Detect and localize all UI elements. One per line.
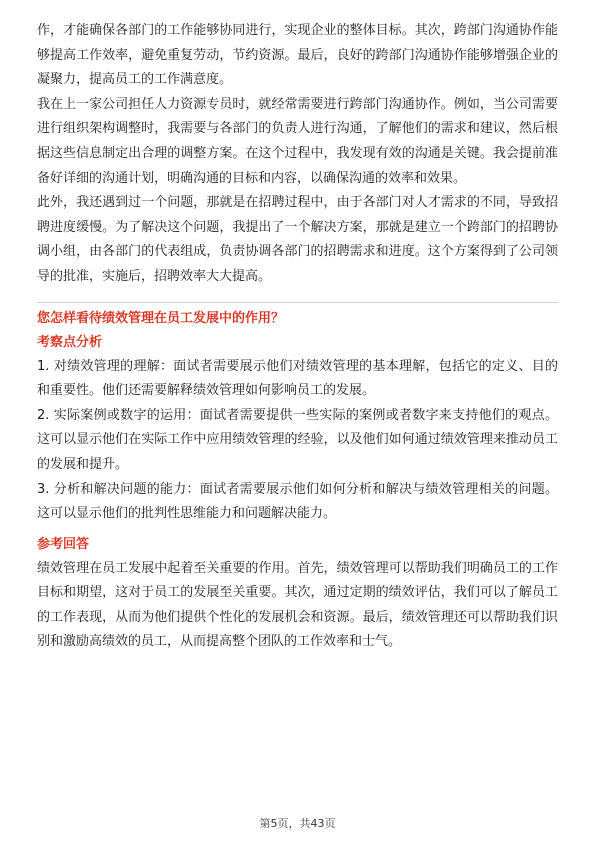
- section-divider: [37, 302, 558, 303]
- answer-paragraph: 绩效管理在员工发展中起着至关重要的作用。首先，绩效管理可以帮助我们明确员工的工作目标和期望，这对于员工的发展至关重要。其次，通过定期的绩效评估，我们可以了解员工的工作表现，从而为他们提供个性化的发展机会和资源。最后，绩效管理还可以帮助我们识别和激励高绩效的员工，从而提高整个团队的工作效率和士气。: [37, 560, 558, 650]
- analysis-title: 考察点分析: [37, 334, 103, 350]
- document-page: [37, 19, 558, 655]
- answer-title: 参考回答: [37, 536, 90, 552]
- analysis-item: 3. 分析和解决问题的能力：面试者需要展示他们如何分析和解决与绩效管理相关的问题。这可以显示他们的批判性思维能力和问题解决能力。: [37, 481, 558, 522]
- question-heading: 您怎样看待绩效管理在员工发展中的作用？: [37, 310, 285, 326]
- paragraph: 此外，我还遇到过一个问题，那就是在招聘过程中，由于各部门对人才需求的不同，导致招聘进度缓慢。为了解决这个问题，我提出了一个解决方案，那就是建立一个跨部门的招聘协调小组，由各部门的代表组成，负责协调各部门的招聘需求和进度。这个方案得到了公司领导的批准，实施后，招聘效率大大提高。: [37, 195, 558, 284]
- analysis-item: 1. 对绩效管理的理解：面试者需要展示他们对绩效管理的基本理解，包括它的定义、目的和重要性。他们还需要解释绩效管理如何影响员工的发展。: [37, 358, 558, 399]
- page-number-footer: 第5页，共43页: [259, 817, 336, 830]
- paragraph: 我在上一家公司担任人力资源专员时，就经常需要进行跨部门沟通协作。例如，当公司需要进行组织架构调整时，我需要与各部门的负责人进行沟通，了解他们的需求和建议，然后根据这些信息制定出合理的调整方案。在这个过程中，我发现有效的沟通是关键。我会提前准备好详细的沟通计划，明确沟通的目标和内容，以确保沟通的效率和效果。: [37, 96, 558, 186]
- analysis-item: 2. 实际案例或数字的运用：面试者需要提供一些实际的案例或者数字来支持他们的观点。这可以显示他们在实际工作中应用绩效管理的经验，以及他们如何通过绩效管理来推动员工的发展和提升。: [37, 407, 558, 472]
- paragraph: 作，才能确保各部门的工作能够协同进行，实现企业的整体目标。其次，跨部门沟通协作能够提高工作效率，避免重复劳动，节约资源。最后，良好的跨部门沟通协作能够增强企业的凝聚力，提高员工的工作满意度。: [37, 23, 558, 88]
